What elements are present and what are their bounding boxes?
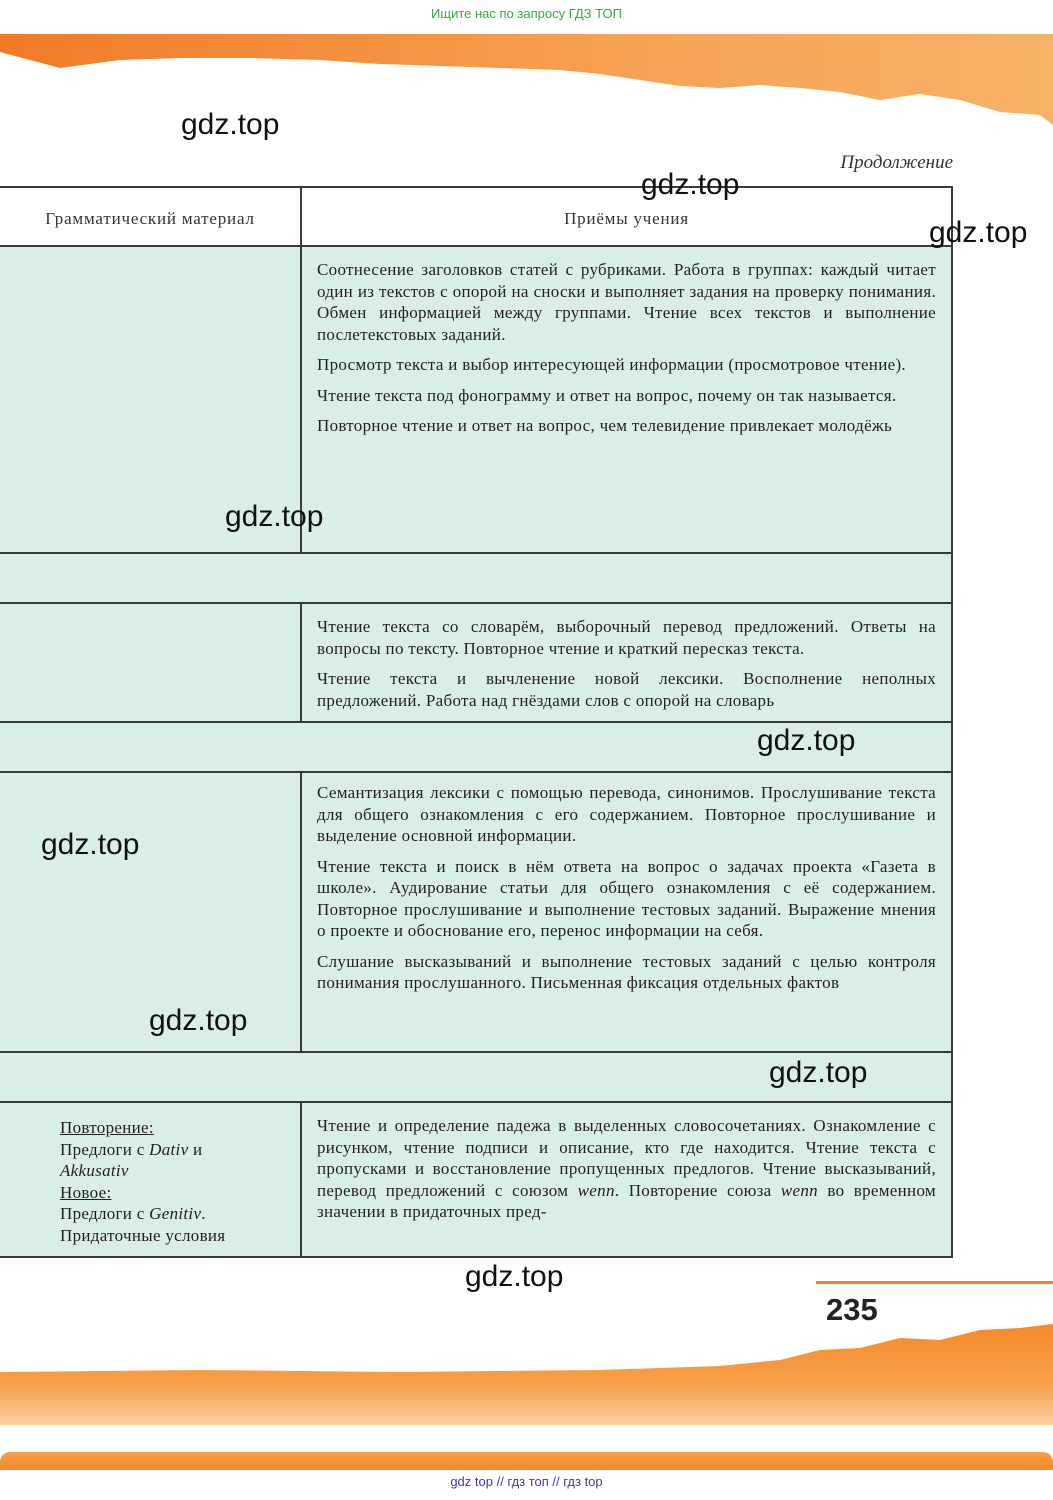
top-search-banner[interactable]: Ищите нас по запросу ГДЗ ТОП (431, 6, 622, 21)
methods-paragraph: Чтение текста и вычленение новой лексики. Восполнение неполных предложений. Работа над гнёздами слов с опорой на словарь (317, 669, 936, 710)
watermark: gdz.top (465, 1260, 564, 1293)
watermark: gdz.top (769, 1056, 868, 1089)
lesson-table (0, 186, 953, 1258)
bottom-orange-decoration (0, 1320, 1053, 1425)
watermark: gdz.top (641, 168, 740, 201)
methods-paragraph: Просмотр текста и выбор интересующей информации (просмотровое чтение). (317, 355, 906, 374)
methods-paragraph: Чтение текста со словарём, выборочный перевод предложений. Ответы на вопросы по тексту. Повторное чтение и краткий пересказ текста. (317, 617, 936, 658)
grammar-cell (0, 1102, 301, 1257)
col-header-methods: Приёмы учения (301, 187, 952, 246)
grammar-term: Akkusativ (60, 1161, 129, 1180)
methods-paragraph: Слушание высказываний и выполнение тестовых заданий с целью контроля понимания прослушанного. Письменная фиксация отдельных фактов (317, 951, 936, 992)
footer-orange-band (0, 1452, 1053, 1470)
methods-cell (301, 603, 952, 722)
watermark: gdz.top (149, 1004, 248, 1037)
methods-line: Чтение и определение падежа в выделенных словосочетаниях. Ознакомление с рисунком, чтение подписи и описание, кто где находится. (317, 1116, 936, 1157)
watermark: gdz.top (181, 108, 280, 141)
methods-cell (301, 772, 952, 1052)
methods-cell (301, 246, 952, 553)
review-label: Повторение: (60, 1118, 154, 1137)
watermark: gdz.top (757, 724, 856, 757)
methods-line: во временном значении в придаточных пред- (317, 1180, 936, 1221)
table-separator-row (0, 553, 952, 603)
methods-cell (301, 1102, 952, 1257)
grammar-cell-empty (0, 603, 301, 722)
col-header-grammar: Грамматический материал (0, 187, 301, 246)
continued-label: Продолжение (840, 152, 953, 173)
table-row (0, 603, 952, 722)
methods-line: Повторение союза (628, 1180, 781, 1200)
page-number: 235 (826, 1292, 878, 1327)
grammar-text: Предлоги с (60, 1204, 150, 1223)
watermark: gdz.top (225, 500, 324, 533)
new-label: Новое: (60, 1182, 112, 1202)
term-wenn: wenn (780, 1180, 818, 1200)
table-row (0, 772, 952, 1052)
methods-paragraph: Повторное чтение и ответ на вопрос, чем телевидение привлекает молодёжь (317, 416, 893, 435)
grammar-text: Предлоги с (60, 1139, 150, 1159)
methods-paragraph: Семантизация лексики с помощью перевода, синонимов. Прослушивание текста для общего ознакомления с его содержанием. Повторное прослушивание и выделение основной информации. (317, 783, 936, 845)
methods-paragraph: Соотнесение заголовков статей с рубриками. Работа в группах: каждый читает один из текстов с опорой на сноски и выполняет задания на проверку понимания. Обмен информацией между группами. Чтение всех текстов и выполнение послетекстовых заданий. (317, 260, 936, 344)
top-orange-decoration (0, 30, 1053, 130)
page-number-rule (816, 1281, 1053, 1284)
watermark: gdz.top (41, 828, 140, 861)
grammar-term: Dativ (149, 1139, 189, 1159)
table-row (0, 246, 952, 553)
methods-paragraph: Чтение текста и поиск в нём ответа на вопрос о задачах проекта «Газета в школе». Аудирование статьи для общего ознакомления с её содержанием. Повторное прослушивание и выполнение тестовых заданий. Выражение мнения о проекте и обоснование его, перенос информации на себя. (317, 856, 936, 940)
grammar-term: Genitiv (149, 1204, 202, 1223)
table-header-row (0, 187, 952, 246)
term-wenn: wenn (577, 1180, 615, 1200)
methods-line: Чтение текста с пропусками и восстановление пропущенных предлогов. (317, 1137, 936, 1178)
watermark: gdz.top (929, 216, 1028, 249)
table-row (0, 1102, 952, 1257)
grammar-text: . Придаточные условия (60, 1204, 226, 1245)
methods-line: . (614, 1180, 620, 1200)
methods-paragraph: Чтение текста под фонограмму и ответ на вопрос, почему он так называется. (317, 385, 897, 405)
footer-links[interactable]: gdz top // гдз топ // гдз top (450, 1474, 603, 1489)
grammar-text: и (188, 1139, 203, 1159)
methods-line: Чтение высказываний, перевод предложений с союзом (317, 1159, 936, 1200)
